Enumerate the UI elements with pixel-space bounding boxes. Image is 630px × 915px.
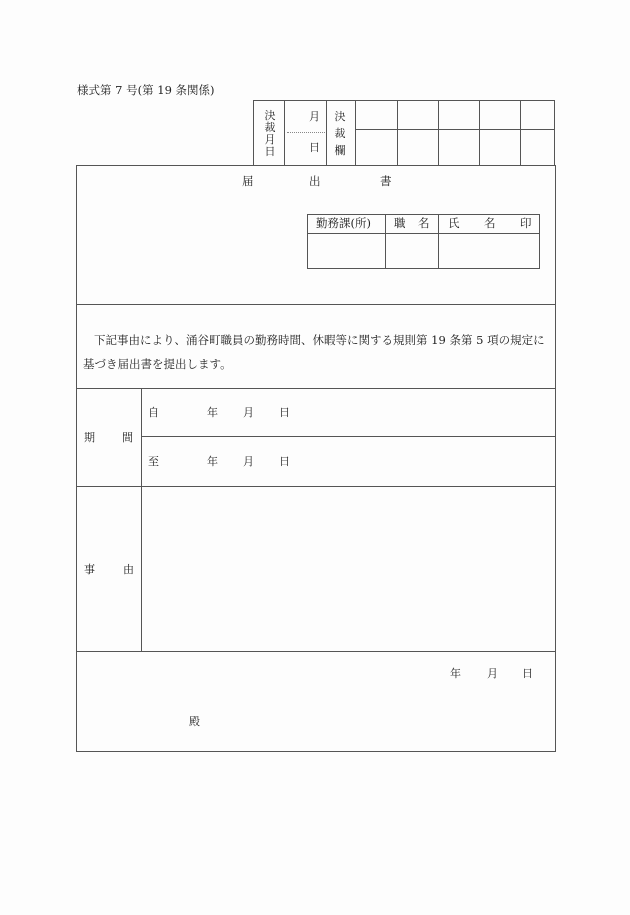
label-char: 決 <box>264 109 276 122</box>
label-char: 欄 <box>334 144 346 157</box>
to-day-label: 日 <box>279 455 290 468</box>
title-char: 届 <box>242 174 254 188</box>
footer-day-label: 日 <box>522 667 533 680</box>
footer-year-label: 年 <box>450 667 461 680</box>
period-from-field[interactable] <box>142 389 555 436</box>
addressee-suffix: 殿 <box>189 715 200 728</box>
divider <box>397 101 398 166</box>
day-label: 日 <box>309 141 320 154</box>
approval-box <box>253 100 555 165</box>
statement-line: 下記事由により、涌谷町職員の勤務時間、休暇等に関する規則第 19 条第 5 項の規定に <box>94 333 545 347</box>
divider <box>479 101 480 166</box>
divider <box>520 101 521 166</box>
title-char: 出 <box>309 174 321 188</box>
month-label: 月 <box>309 110 320 123</box>
divider <box>326 101 327 166</box>
statement-text <box>83 328 553 376</box>
to-year-label: 年 <box>207 455 218 468</box>
position-header-char: 名 <box>418 216 430 230</box>
approval-column-label <box>333 108 347 159</box>
period-to-field[interactable] <box>142 437 555 486</box>
divider <box>355 101 356 166</box>
to-month-label: 月 <box>243 455 254 468</box>
name-header-char: 氏 <box>448 216 460 230</box>
label-char: 月 <box>264 133 276 146</box>
label-char: 日 <box>264 145 276 158</box>
from-year-label: 年 <box>207 406 218 419</box>
period-label-char: 期 <box>84 431 95 444</box>
footer-month-label: 月 <box>487 667 498 680</box>
position-field[interactable] <box>386 234 438 268</box>
decision-date-label <box>263 110 277 158</box>
reason-label-char: 由 <box>123 563 134 576</box>
name-field[interactable] <box>439 234 539 268</box>
position-header-char: 職 <box>394 216 406 230</box>
from-month-label: 月 <box>243 406 254 419</box>
divider <box>355 129 555 130</box>
period-label-char: 間 <box>122 431 133 444</box>
divider <box>76 304 556 305</box>
to-prefix: 至 <box>148 455 159 468</box>
title-char: 書 <box>380 174 392 188</box>
label-char: 裁 <box>334 127 346 140</box>
dotted-divider <box>287 132 325 133</box>
label-char: 裁 <box>264 121 276 134</box>
department-field[interactable] <box>308 234 385 268</box>
from-prefix: 自 <box>148 406 159 419</box>
signature-table <box>307 214 540 269</box>
from-day-label: 日 <box>279 406 290 419</box>
reason-field[interactable] <box>142 487 555 651</box>
divider <box>438 101 439 166</box>
statement-line: 基づき届出書を提出します。 <box>83 357 232 371</box>
seal-header-char: 印 <box>520 216 532 230</box>
divider <box>76 651 556 652</box>
label-char: 決 <box>334 110 346 123</box>
reason-label-char: 事 <box>84 563 95 576</box>
name-header-char: 名 <box>484 216 496 230</box>
divider <box>284 101 285 166</box>
department-header: 勤務課(所) <box>316 216 371 230</box>
form-number: 様式第 7 号(第 19 条関係) <box>77 83 215 97</box>
